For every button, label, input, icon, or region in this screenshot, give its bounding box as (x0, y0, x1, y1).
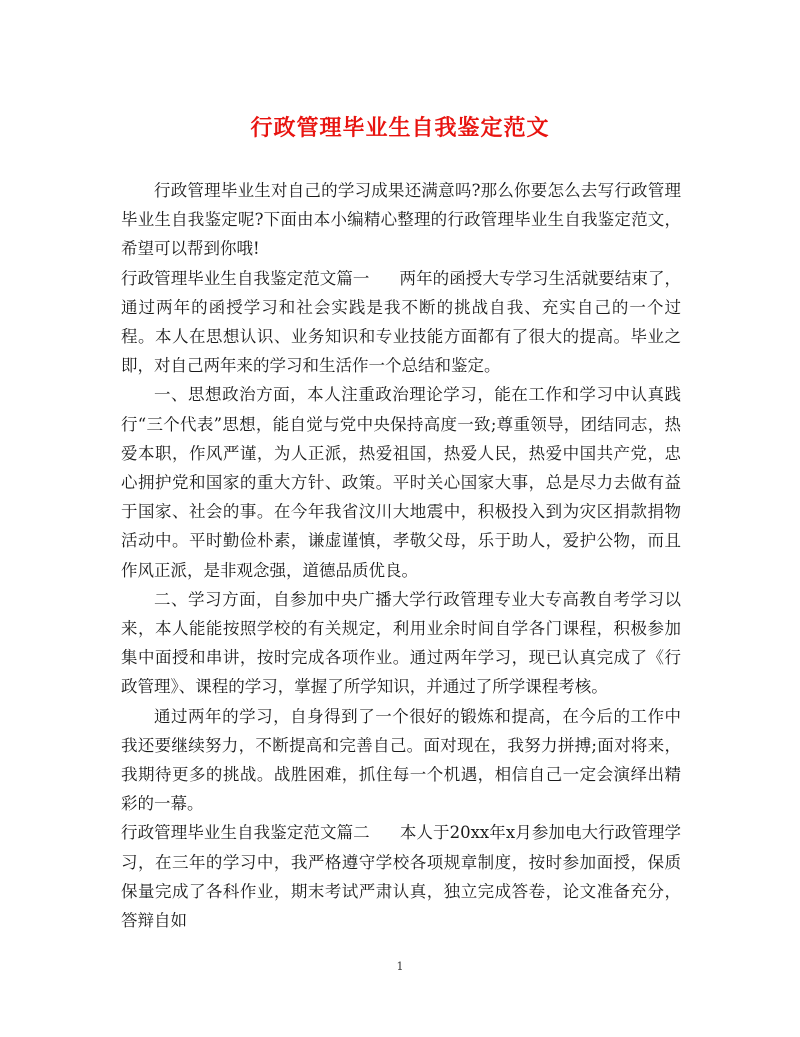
section-one-text: 两年的函授大专学习生活就要结束了，通过两年的函授学习和社会实践是我不断的挑战自我、充实自己的一个过程。本人在思想认识、业务知识和专业技能方面都有了很大的提高。毕业之即，对自己两年来的学习和生活作一个总结和鉴定。 (121, 268, 681, 376)
paragraph-intro: 行政管理毕业生对自己的学习成果还满意吗?那么你要怎么去写行政管理毕业生自我鉴定呢?下面由本小编精心整理的行政管理毕业生自我鉴定范文，希望可以帮到你哦! (121, 181, 681, 259)
paragraph-political: 一、思想政治方面，本人注重政治理论学习，能在工作和学习中认真践行“三个代表”思想，能自觉与党中央保持高度一致;尊重领导，团结同志，热爱本职，作风严谨，为人正派，热爱祖国，热爱人民，热爱中国共产党，忠心拥护党和国家的重大方针、政策。平时关心国家大事，总是尽力去做有益于国家、社会的事。在今年我省汶川大地震中，积极投入到为灾区捐款捐物活动中。平时勤俭朴素，谦虚谨慎，孝敬父母，乐于助人，爱护公物，而且作风正派，是非观念强，道德品质优良。 (121, 385, 681, 580)
section-heading-one: 行政管理毕业生自我鉴定范文篇一 (121, 268, 370, 288)
document-body (121, 176, 681, 935)
page-number: 1 (396, 960, 404, 973)
paragraph-study: 二、学习方面，自参加中央广播大学行政管理专业大专高教自考学习以来，本人能能按照学校的有关规定，利用业余时间自学各门课程，积极参加集中面授和串讲，按时完成各项作业。通过两年学习，现已认真完成了《行政管理》、课程的学习，掌握了所学知识，并通过了所学课程考核。 (121, 589, 681, 697)
document-title: 行政管理毕业生自我鉴定范文 (250, 115, 550, 141)
paragraph-section-one (121, 264, 681, 381)
paragraph-summary: 通过两年的学习，自身得到了一个很好的锻炼和提高，在今后的工作中我还要继续努力，不断提高和完善自己。面对现在，我努力拼搏;面对将来，我期待更多的挑战。战胜困难，抓住每一个机遇，相信自己一定会演绎出精彩的一幕。 (121, 706, 681, 814)
section-heading-two: 行政管理毕业生自我鉴定范文篇二 (121, 823, 370, 843)
paragraph-section-two (121, 818, 681, 935)
section-two-text: 本人于20xx年x月参加电大行政管理学习，在三年的学习中，我严格遵守学校各项规章制度，按时参加面授，保质保量完成了各科作业，期末考试严肃认真，独立完成答卷，论文准备充分，答辩自如 (121, 823, 681, 931)
